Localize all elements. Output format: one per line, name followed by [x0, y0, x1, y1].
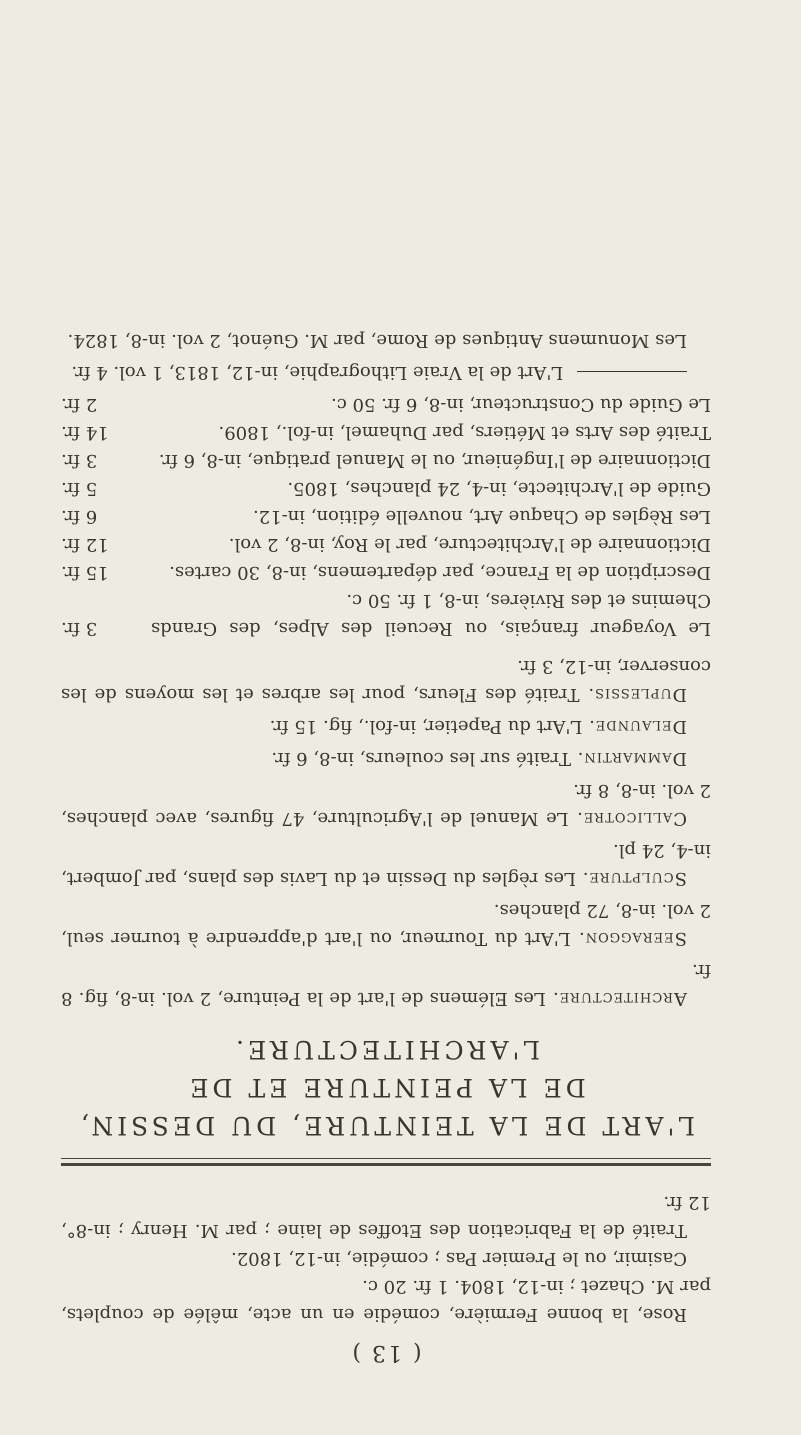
entry-head: Dammartin. — [576, 748, 687, 769]
section-divider — [61, 1158, 711, 1166]
entry-head: Duplessis. — [587, 684, 687, 705]
entry-list — [61, 652, 711, 1012]
catalog-row — [61, 586, 711, 642]
ditto-dash — [577, 372, 687, 373]
divider-thin-rule — [61, 1158, 711, 1159]
closing-entry: Les Monumens Antiques de Rome, par M. Guénot, 2 vol. in-8, 1824. — [67, 330, 687, 351]
catalog-entry — [61, 896, 711, 952]
catalog-row-price: 3 fr. — [61, 618, 98, 639]
entry-text: Les règles du Dessin et du Lavis des plans, par Jombert, in-4, 24 pl. — [61, 840, 711, 889]
catalog-row-price: 15 fr. — [61, 562, 109, 583]
catalog-row-price: 2 fr. — [61, 394, 98, 415]
intro-line: Casimir, ou le Premier Pas ; comédie, in-12, 1802. — [231, 1248, 687, 1269]
intro-line: Traité de la Fabrication des Etoffes de laine ; par M. Henry ; in-8°, 12 fr. — [61, 1192, 711, 1241]
catalog-row-text: Le Guide du Constructeur, in-8, 6 fr. 50 c. — [331, 394, 711, 415]
entry-head: Sculpture. — [581, 868, 687, 889]
entry-text: Les Elémens de l'art de la Peinture, 2 vol. in-8, fig. 8 fr. — [61, 960, 711, 1009]
catalog-row-price: 3 fr. — [61, 450, 98, 471]
catalog-entry — [61, 652, 711, 708]
entry-text: L'Art du Papetier, in-fol., fig. 15 fr. — [269, 716, 583, 737]
priced-catalog — [61, 390, 711, 642]
catalog-row-price: 14 fr. — [61, 422, 109, 443]
entry-head: Seeraggon. — [577, 928, 687, 949]
catalog-row — [61, 446, 711, 474]
entry-head: Callicotre. — [576, 808, 687, 829]
document-body — [61, 326, 711, 1365]
catalog-row-text: Guide de l'Architecte, in-4, 24 planches, 1805. — [287, 478, 711, 499]
entry-text: Traité sur les couleurs, in-8, 6 fr. — [271, 748, 571, 769]
divider-thick-rule — [61, 1163, 711, 1166]
entry-text: L'Art du Tourneur, ou l'art d'apprendre à tourner seul, 2 vol. in-8, 72 planches. — [61, 900, 711, 949]
section-title-line: L'ART DE LA TEINTURE, DU DESSIN, — [76, 1111, 696, 1140]
catalog-row — [61, 558, 711, 586]
section-title-line: DE LA PEINTURE ET DE L'ARCHITECTURE. — [186, 1035, 586, 1102]
dash-entry-text: L'Art de la Vraie Lithographie, in-12, 1813, 1 vol. 4 fr. — [71, 362, 564, 383]
catalog-row-price: 6 fr. — [61, 506, 98, 527]
catalog-row — [61, 502, 711, 530]
catalog-row-price: 12 fr. — [61, 534, 109, 555]
entry-head: Architecture. — [552, 988, 687, 1009]
catalog-row — [61, 390, 711, 418]
catalog-row-price: 5 fr. — [61, 478, 98, 499]
catalog-row-text: Dictionnaire de l'Architecture, par le Roy, in-8, 2 vol. — [228, 534, 711, 555]
page-number: ( 13 ) — [350, 1340, 422, 1365]
catalog-row — [61, 418, 711, 446]
catalog-row-text: Le Voyageur français, ou Recueil des Alpes, des Grands Chemins et des Rivières, in-8, 1 fr. 50 c. — [151, 590, 711, 639]
catalog-row-text: Les Règles de Chaque Art, nouvelle édition, in-12. — [252, 506, 711, 527]
intro-line: Rose, la bonne Fermière, comédie en un acte, mêlée de couplets, par M. Chazet ; in-12, 1804. 1 fr. 20 c. — [61, 1276, 711, 1325]
catalog-entry — [61, 776, 711, 832]
entry-text: Traité des Fleurs, pour les arbres et les moyens de les conserver, in-12, 3 fr. — [61, 656, 711, 705]
entry-head: Delaunde. — [588, 716, 687, 737]
catalog-entry — [61, 836, 711, 892]
catalog-entry — [61, 744, 711, 772]
catalog-row-text: Traité des Arts et Métiers, par Duhamel, in-fol., 1809. — [218, 422, 711, 443]
catalog-row — [61, 530, 711, 558]
intro-block — [61, 1188, 711, 1328]
section-title — [61, 1030, 711, 1144]
catalog-row-text: Dictionnaire de l'Ingénieur, ou le Manuel pratique, in-8, 6 fr. — [158, 450, 711, 471]
catalog-entry — [61, 712, 711, 740]
entry-text: Le Manuel de l'Agriculture, 47 figures, avec planches, 2 vol. in-8, 8 fr. — [61, 780, 711, 829]
catalog-row — [61, 474, 711, 502]
catalog-entry — [61, 956, 711, 1012]
dash-entry — [61, 358, 711, 386]
catalog-row-text: Description de la France, par départemens, in-8, 30 cartes. — [169, 562, 711, 583]
